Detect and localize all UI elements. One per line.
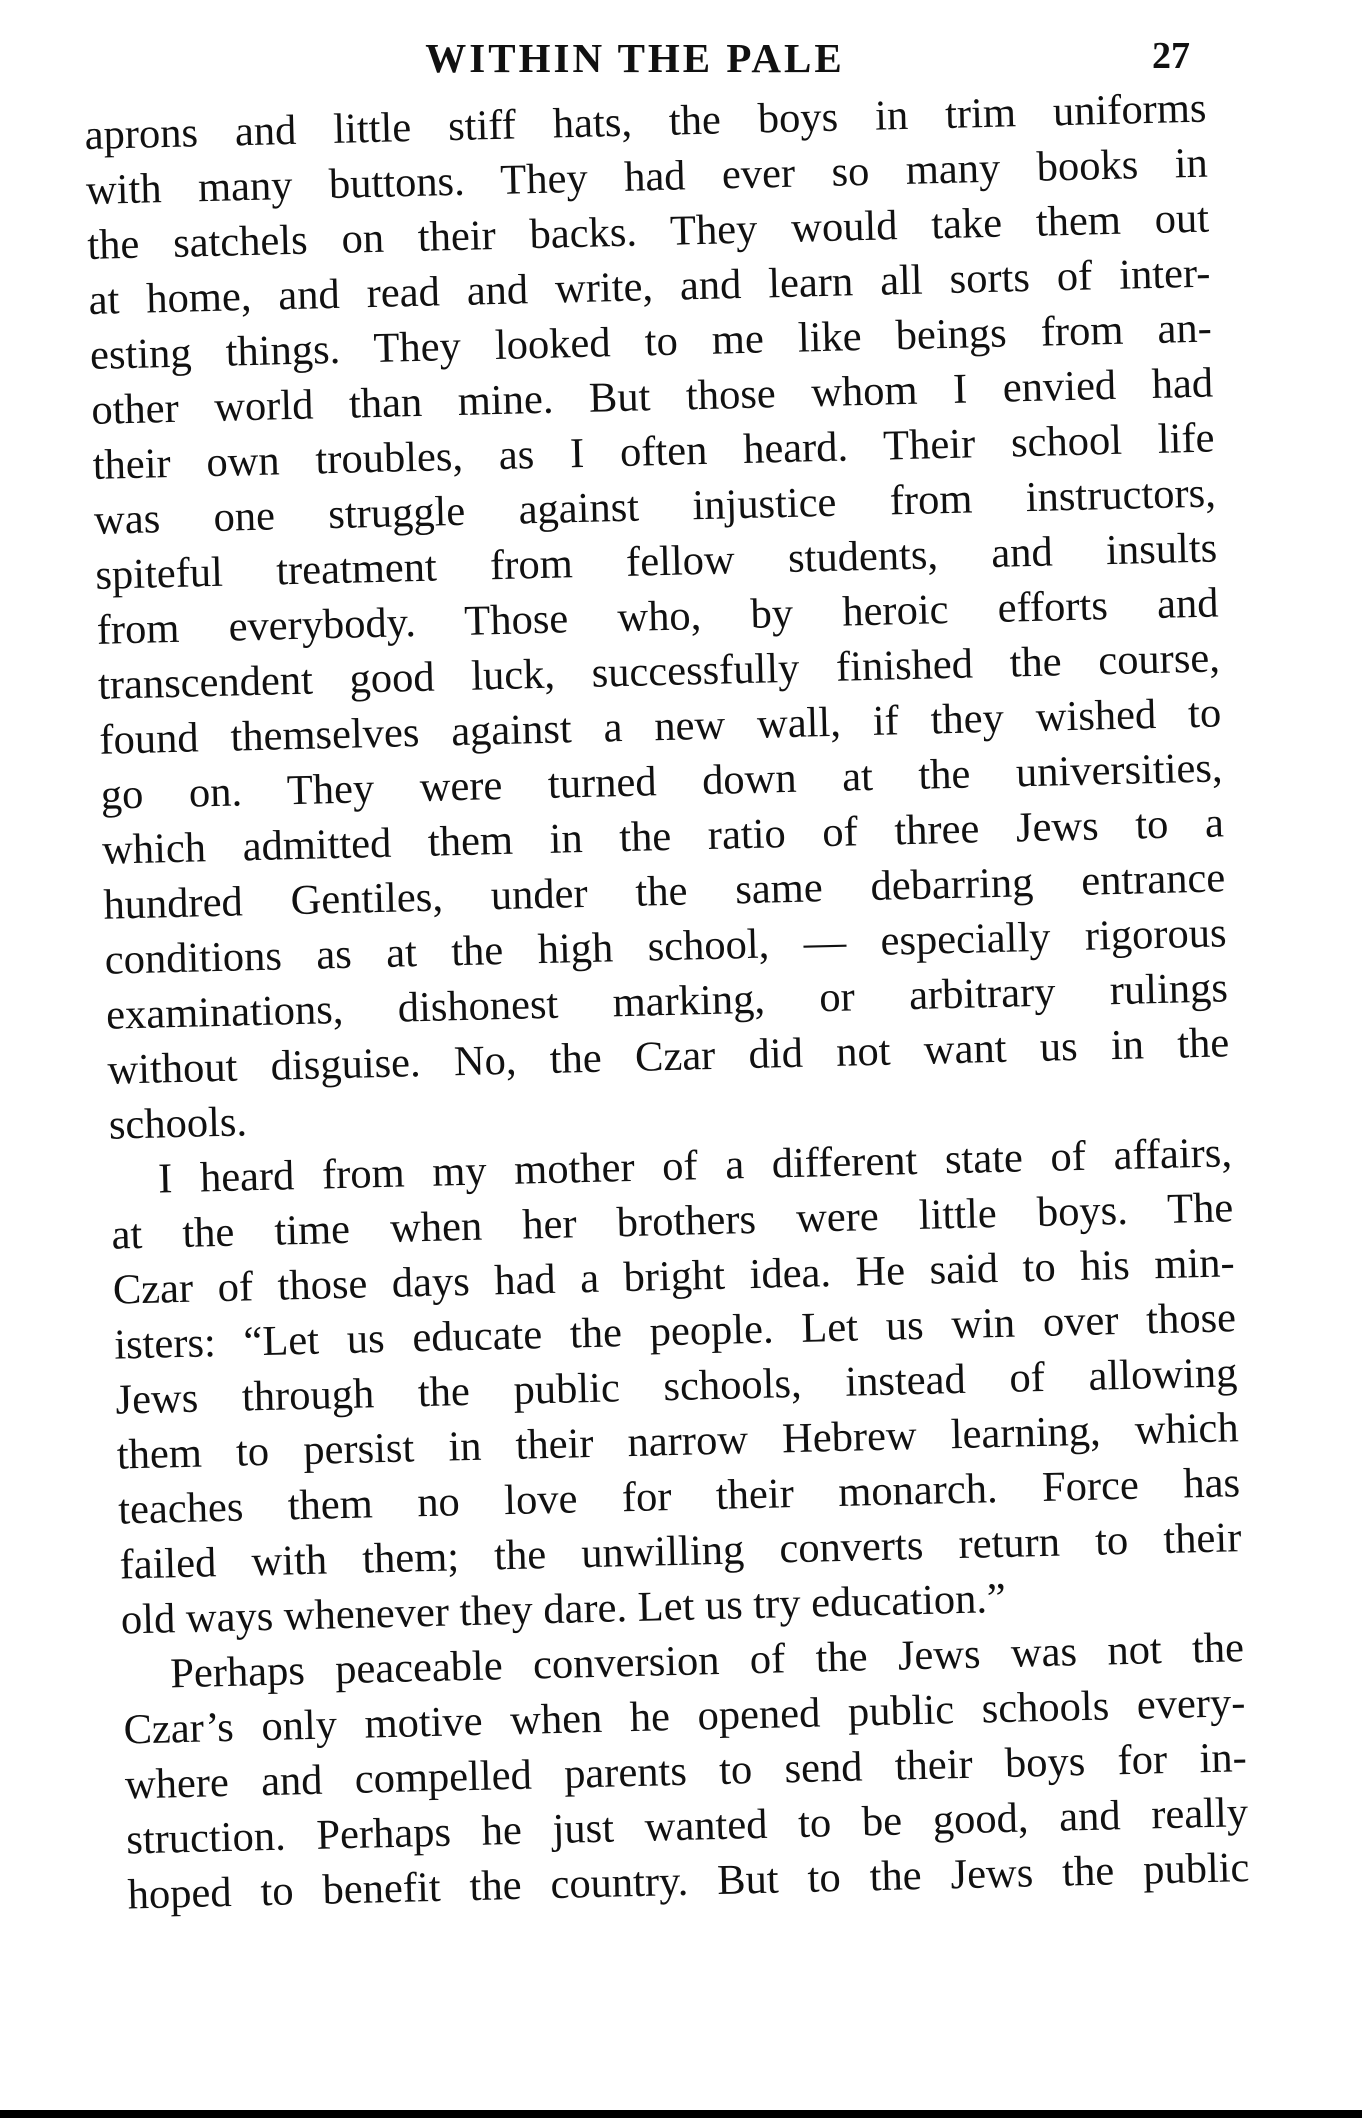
text-line: them to persist in their narrow Hebrew learning, which bbox=[116, 1404, 1240, 1479]
text-line: which admitted them in the ratio of three Jews to a bbox=[101, 799, 1225, 874]
text-line: esting things. They looked to me like beings from an- bbox=[89, 304, 1213, 379]
text-line: at the time when her brothers were little boys. The bbox=[110, 1184, 1234, 1259]
text-line: at home, and read and write, and learn all sorts of inter- bbox=[88, 249, 1211, 324]
text-line: examinations, dishonest marking, or arbitrary rulings bbox=[105, 964, 1229, 1039]
text-line: the satchels on their backs. They would take them out bbox=[86, 194, 1210, 269]
text-line: Jews through the public schools, instead of allowing bbox=[115, 1349, 1238, 1424]
body-text bbox=[84, 81, 1250, 1923]
text-line: from everybody. Those who, by heroic efforts and bbox=[96, 579, 1220, 654]
text-line: with many buttons. They had ever so many books in bbox=[85, 139, 1209, 214]
paragraph-start-line: Perhaps peaceable conversion of the Jews was not the bbox=[169, 1624, 1245, 1698]
text-line: isters: “Let us educate the people. Let us win over those bbox=[113, 1294, 1237, 1369]
text-line: hundred Gentiles, under the same debarring entrance bbox=[102, 854, 1226, 929]
text-line: failed with them; the unwilling converts return to their bbox=[119, 1514, 1242, 1589]
text-line: go on. They were turned down at the universities, bbox=[100, 744, 1224, 819]
page-number: 27 bbox=[1152, 35, 1190, 77]
text-line: teaches them no love for their monarch. Force has bbox=[117, 1459, 1241, 1534]
bottom-edge-rule bbox=[0, 2110, 1362, 2118]
text-line: where and compelled parents to send their boys for in- bbox=[124, 1734, 1248, 1809]
paragraph-start-line: I heard from my mother of a different state of affairs, bbox=[157, 1129, 1233, 1203]
running-title: WITHIN THE PALE bbox=[425, 35, 845, 81]
text-line: other world than mine. But those whom I envied had bbox=[90, 359, 1214, 434]
text-line: their own troubles, as I often heard. Their school life bbox=[92, 414, 1215, 489]
text-line: transcendent good luck, successfully finished the course, bbox=[97, 634, 1221, 709]
text-line: aprons and little stiff hats, the boys in trim uniforms bbox=[84, 84, 1207, 159]
text-line: spiteful treatment from fellow students, and insults bbox=[94, 524, 1218, 599]
text-line: hoped to benefit the country. But to the Jews the public bbox=[127, 1844, 1250, 1919]
running-header bbox=[80, 34, 1190, 88]
text-line: old ways whenever they dare. Let us try education.” bbox=[120, 1574, 1007, 1644]
text-line: Czar of those days had a bright idea. He said to his min- bbox=[112, 1239, 1236, 1314]
text-line: found themselves against a new wall, if they wished to bbox=[98, 689, 1222, 764]
text-line: conditions as at the high school, — especially rigorous bbox=[104, 909, 1228, 984]
text-line: was one struggle against injustice from instructors, bbox=[93, 469, 1217, 544]
text-line: without disguise. No, the Czar did not want us in the bbox=[106, 1019, 1230, 1094]
text-line: struction. Perhaps he just wanted to be good, and really bbox=[125, 1789, 1249, 1864]
text-line: Czar’s only motive when he opened public schools every- bbox=[123, 1679, 1246, 1754]
text-line: schools. bbox=[108, 1098, 248, 1149]
